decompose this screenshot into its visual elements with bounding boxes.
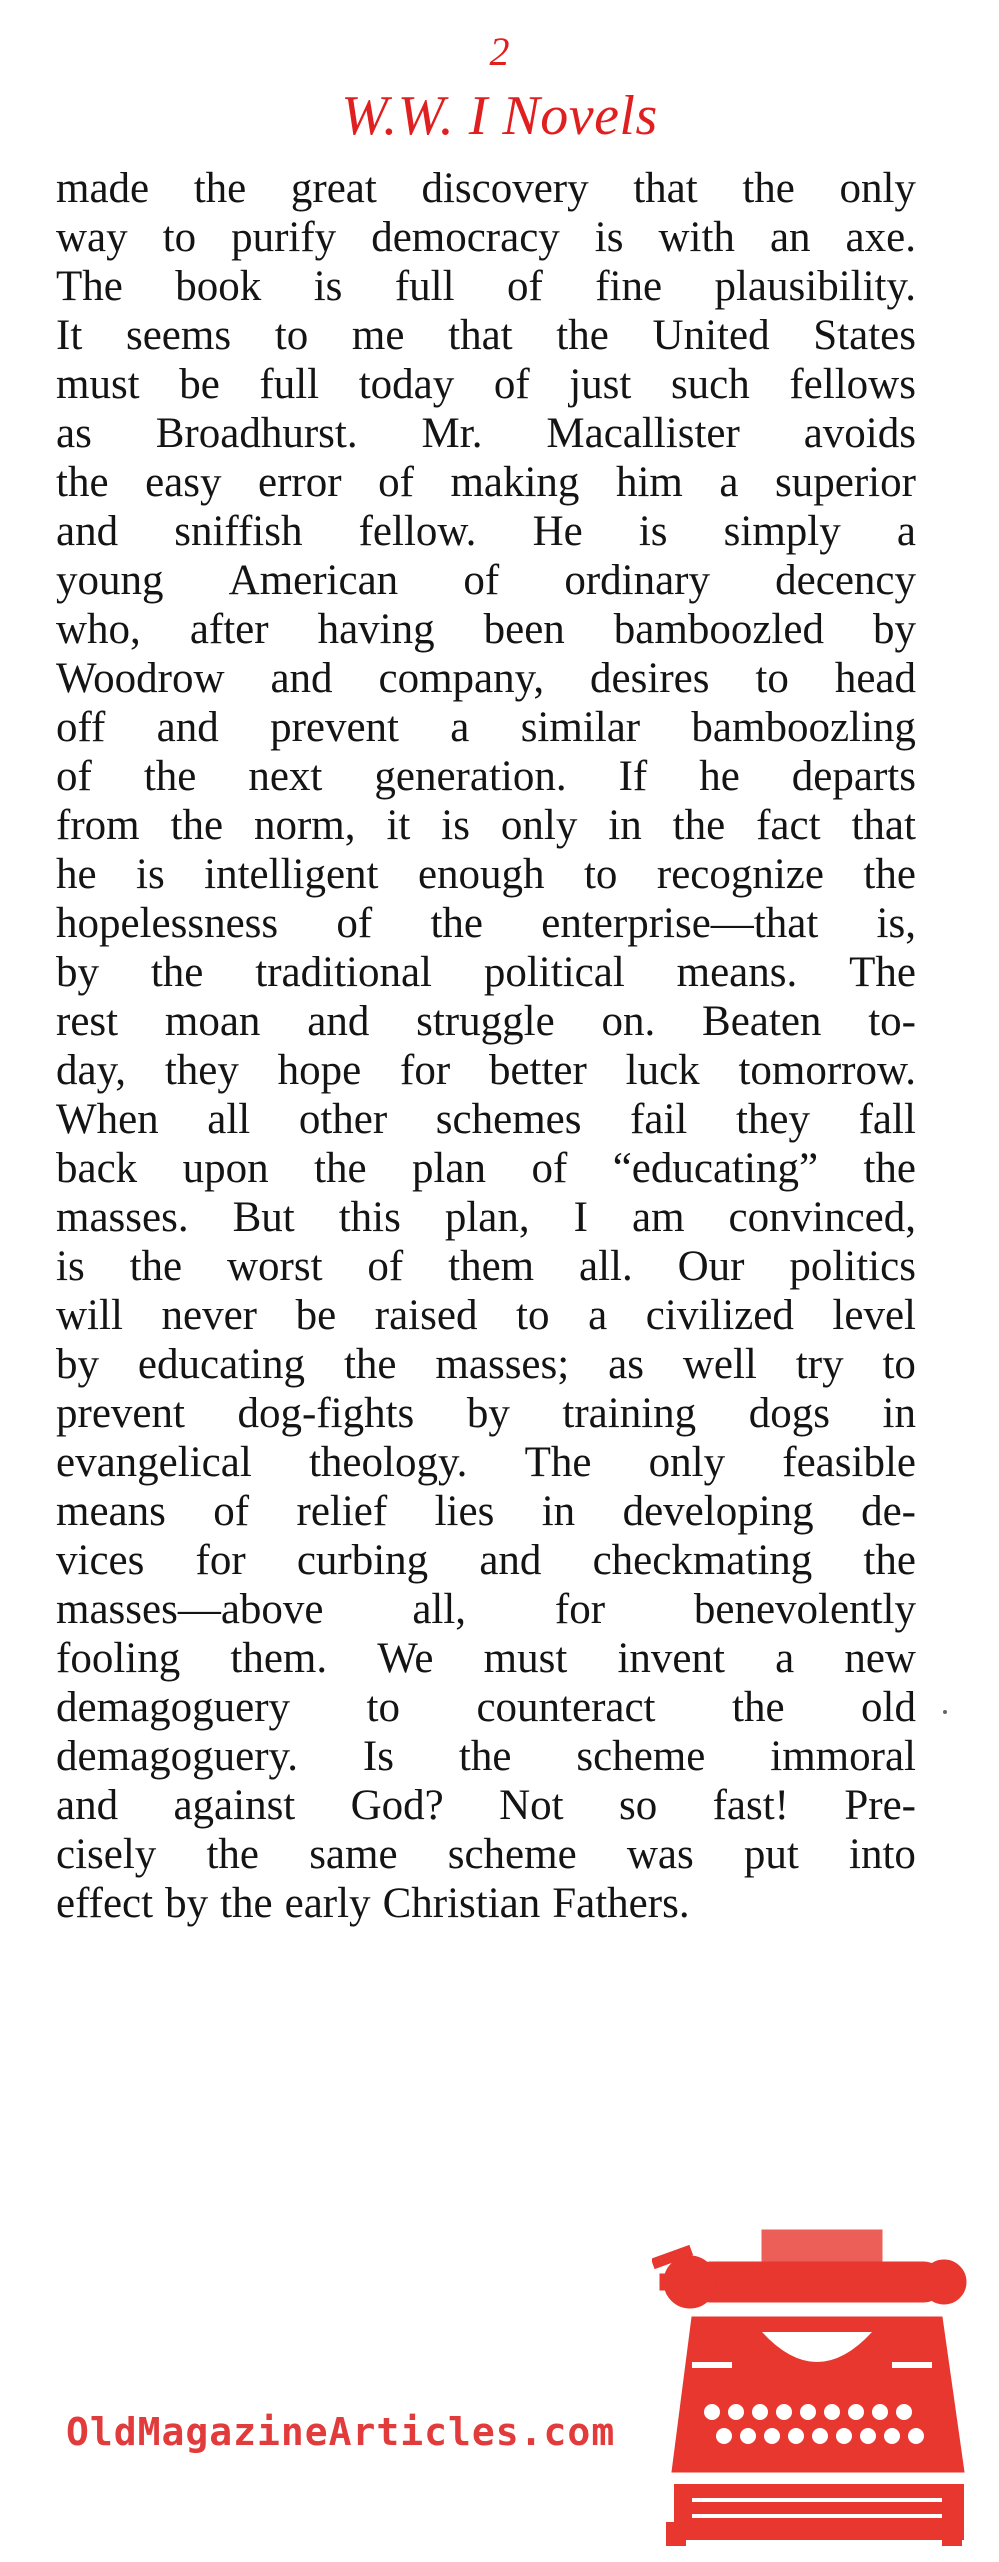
text-line: back upon the plan of “educating” the [56, 1145, 916, 1192]
text-line: made the great discovery that the only [56, 165, 916, 212]
text-line: evangelical theology. The only feasible [56, 1439, 916, 1486]
text-line: masses—above all, for benevolently [56, 1586, 916, 1633]
text-line: way to purify democracy is with an axe. [56, 214, 916, 261]
text-line: The book is full of fine plausibility. [56, 263, 916, 310]
text-line: by the traditional political means. The [56, 949, 916, 996]
text-line: rest moan and struggle on. Beaten to- [56, 998, 916, 1045]
text-line: who, after having been bamboozled by [56, 606, 916, 653]
text-line: Woodrow and company, desires to head [56, 655, 916, 702]
text-line: day, they hope for better luck tomorrow. [56, 1047, 916, 1094]
text-line: will never be raised to a civilized level [56, 1292, 916, 1339]
text-line: effect by the early Christian Fathers. [56, 1880, 690, 1927]
text-line: demagoguery to counteract the old [56, 1684, 916, 1731]
text-line: and against God? Not so fast! Pre- [56, 1782, 916, 1829]
page-title: W.W. I Novels [341, 85, 658, 147]
watermark [66, 2222, 976, 2552]
text-line: he is intelligent enough to recognize the [56, 851, 916, 898]
article-body [56, 164, 916, 1928]
text-line: means of relief lies in developing de- [56, 1488, 916, 1535]
text-line: demagoguery. Is the scheme immoral [56, 1733, 916, 1780]
text-line: and sniffish fellow. He is simply a [56, 508, 916, 555]
text-line: cisely the same scheme was put into [56, 1831, 916, 1878]
text-line: It seems to me that the United States [56, 312, 916, 359]
text-line: prevent dog-fights by training dogs in [56, 1390, 916, 1437]
watermark-text: OldMagazineArticles.com [66, 2410, 616, 2454]
text-line: off and prevent a similar bamboozling [56, 704, 916, 751]
text-line: young American of ordinary decency [56, 557, 916, 604]
text-line: When all other schemes fail they fall [56, 1096, 916, 1143]
stray-dot [943, 1710, 947, 1714]
text-line: masses. But this plan, I am convinced, [56, 1194, 916, 1241]
text-line: fooling them. We must invent a new [56, 1635, 916, 1682]
text-line: by educating the masses; as well try to [56, 1341, 916, 1388]
text-line: must be full today of just such fellows [56, 361, 916, 408]
page-number: 2 [489, 29, 510, 74]
text-line: is the worst of them all. Our politics [56, 1243, 916, 1290]
text-line: the easy error of making him a superior [56, 459, 916, 506]
text-line: from the norm, it is only in the fact that [56, 802, 916, 849]
text-line: as Broadhurst. Mr. Macallister avoids [56, 410, 916, 457]
text-line: of the next generation. If he departs [56, 753, 916, 800]
typewriter-icon [652, 2222, 972, 2552]
text-line: vices for curbing and checkmating the [56, 1537, 916, 1584]
text-line: hopelessness of the enterprise—that is, [56, 900, 916, 947]
